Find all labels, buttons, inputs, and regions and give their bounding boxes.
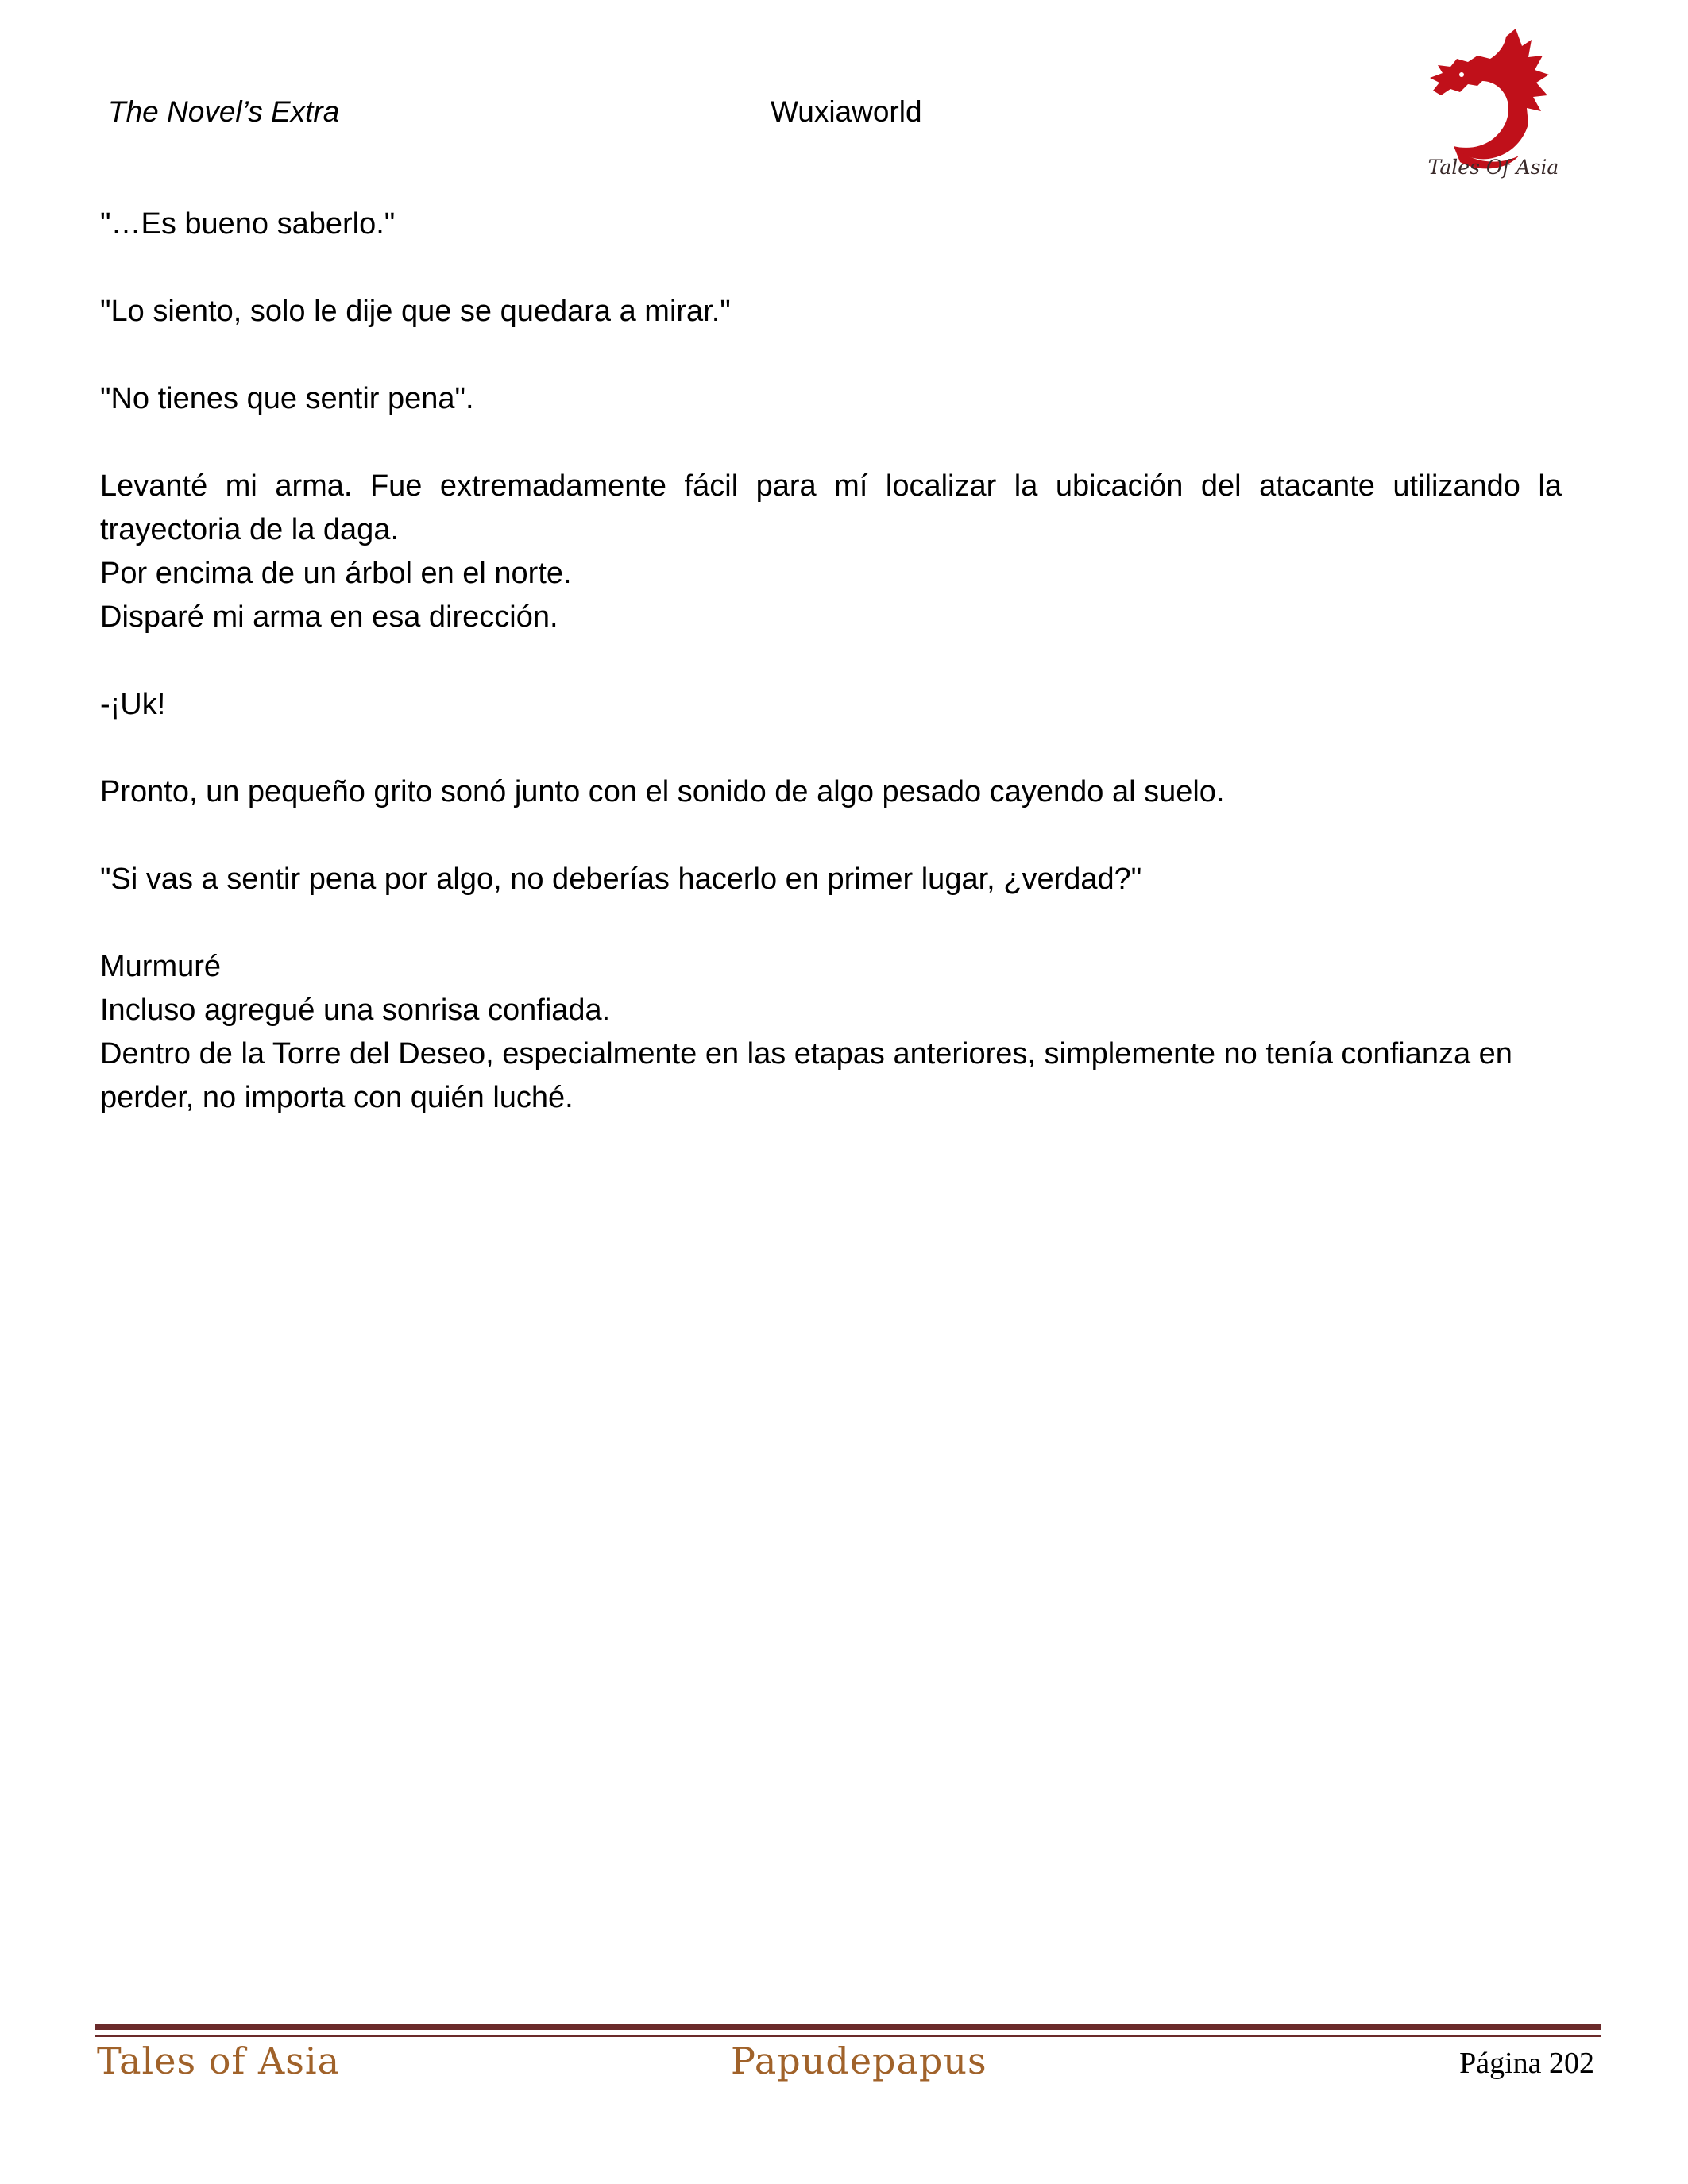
paragraph: Pronto, un pequeño grito sonó junto con el sonido de algo pesado cayendo al suelo. [100, 775, 1225, 808]
header-novel-title: The Novel’s Extra [108, 95, 340, 128]
footer-brand: Tales of Asia [97, 2039, 341, 2082]
paragraph: -¡Uk! [100, 688, 166, 721]
header-site-name: Wuxiaworld [771, 95, 922, 128]
text-line: Disparé mi arma en esa dirección. [100, 600, 558, 634]
footer-translator: Papudepapus [731, 2039, 987, 2082]
text-line: Levanté mi arma. Fue extremadamente fácil para mí localizar la ubicación del atacante utilizando la trayectoria de la daga. [100, 469, 1562, 546]
logo-text: Tales Of Asia [1427, 156, 1559, 179]
page-number: Página 202 [1459, 2047, 1594, 2080]
paragraph: "No tienes que sentir pena". [100, 382, 474, 415]
paragraph: "Lo siento, solo le dije que se quedara a mirar." [100, 295, 731, 328]
text-line: Incluso agregué una sonrisa confiada. [100, 994, 611, 1027]
paragraph-group [100, 945, 1562, 1120]
text-line: Dentro de la Torre del Deseo, especialmente en las etapas anteriores, simplemente no tenía confianza en perder, no importa con quién luché. [100, 1037, 1512, 1114]
paragraph: "…Es bueno saberlo." [100, 207, 396, 241]
text-line: Por encima de un árbol en el norte. [100, 557, 572, 590]
paragraph-group [100, 465, 1562, 639]
text-line: Murmuré [100, 950, 222, 983]
footer-divider-thin [95, 2035, 1601, 2037]
footer-divider-thick [95, 2024, 1601, 2030]
document-body [100, 203, 1562, 1163]
paragraph: "Si vas a sentir pena por algo, no deberías hacerlo en primer lugar, ¿verdad?" [100, 862, 1142, 896]
